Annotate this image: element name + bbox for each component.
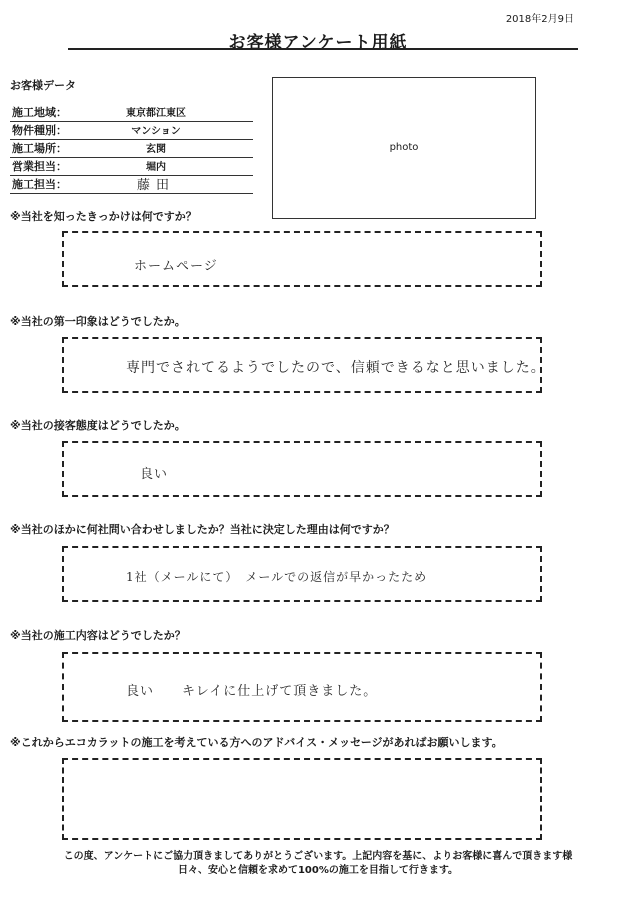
footer-message	[0, 850, 636, 878]
installer-label: 施工担当：	[12, 178, 67, 191]
footer-line-1: この度、アンケートにご協力頂きましてありがとうございます。上記内容を基に、よりお客様に喜んで頂きます様	[63, 851, 573, 862]
answer-1-text: ホームページ	[134, 259, 218, 274]
area-label: 施工地域：	[12, 106, 67, 119]
area-value: 東京都江東区	[126, 108, 186, 119]
answer-box-2	[62, 337, 546, 393]
answer-box-6	[62, 758, 542, 840]
answer-box-4	[62, 546, 542, 602]
answer-2-text: 専門でされてるようでしたので、信頼できるなと思いました。	[126, 360, 546, 376]
customer-data-heading: お客様データ	[10, 79, 76, 92]
answer-3-text: 良い	[140, 467, 169, 482]
page-title: お客様アンケート用紙	[228, 33, 408, 53]
title-underline	[68, 48, 578, 50]
question-4: ※当社のほかに何社問い合わせしましたか？当社に決定した理由は何ですか？	[10, 523, 395, 536]
customer-row-installer	[10, 176, 253, 194]
photo-placeholder	[272, 77, 536, 219]
survey-date: 2018年2月9日	[505, 14, 574, 25]
question-6: ※これからエコカラットの施工を考えている方へのアドバイス・メッセージがあればお願いします。	[10, 736, 503, 749]
customer-row-property-type	[10, 122, 253, 140]
property-type-value: マンション	[131, 126, 181, 137]
question-1: ※当社を知ったきっかけは何ですか？	[10, 210, 197, 223]
answer-box-1	[62, 231, 542, 287]
sales-rep-label: 営業担当：	[12, 160, 67, 173]
question-5: ※当社の施工内容はどうでしたか？	[10, 629, 186, 642]
property-type-label: 物件種別：	[12, 124, 67, 137]
answer-5-text: 良い キレイに仕上げて頂きました。	[126, 684, 378, 699]
footer-line-2: 日々、安心と信頼を求めて100%の施工を目指して行きます。	[177, 865, 459, 876]
photo-label: photo	[389, 142, 419, 153]
installer-value: 藤田	[136, 178, 175, 193]
location-label: 施工場所：	[12, 142, 67, 155]
answer-box-5	[62, 652, 542, 722]
question-2: ※当社の第一印象はどうでしたか。	[10, 315, 186, 328]
question-3: ※当社の接客態度はどうでしたか。	[10, 419, 186, 432]
sales-rep-value: 堀内	[146, 162, 166, 173]
customer-row-location	[10, 140, 253, 158]
location-value: 玄関	[146, 144, 166, 155]
answer-4-text: 1社（メールにて） メールでの返信が早かったため	[126, 570, 428, 584]
customer-row-area	[10, 104, 253, 122]
answer-box-3	[62, 441, 542, 497]
